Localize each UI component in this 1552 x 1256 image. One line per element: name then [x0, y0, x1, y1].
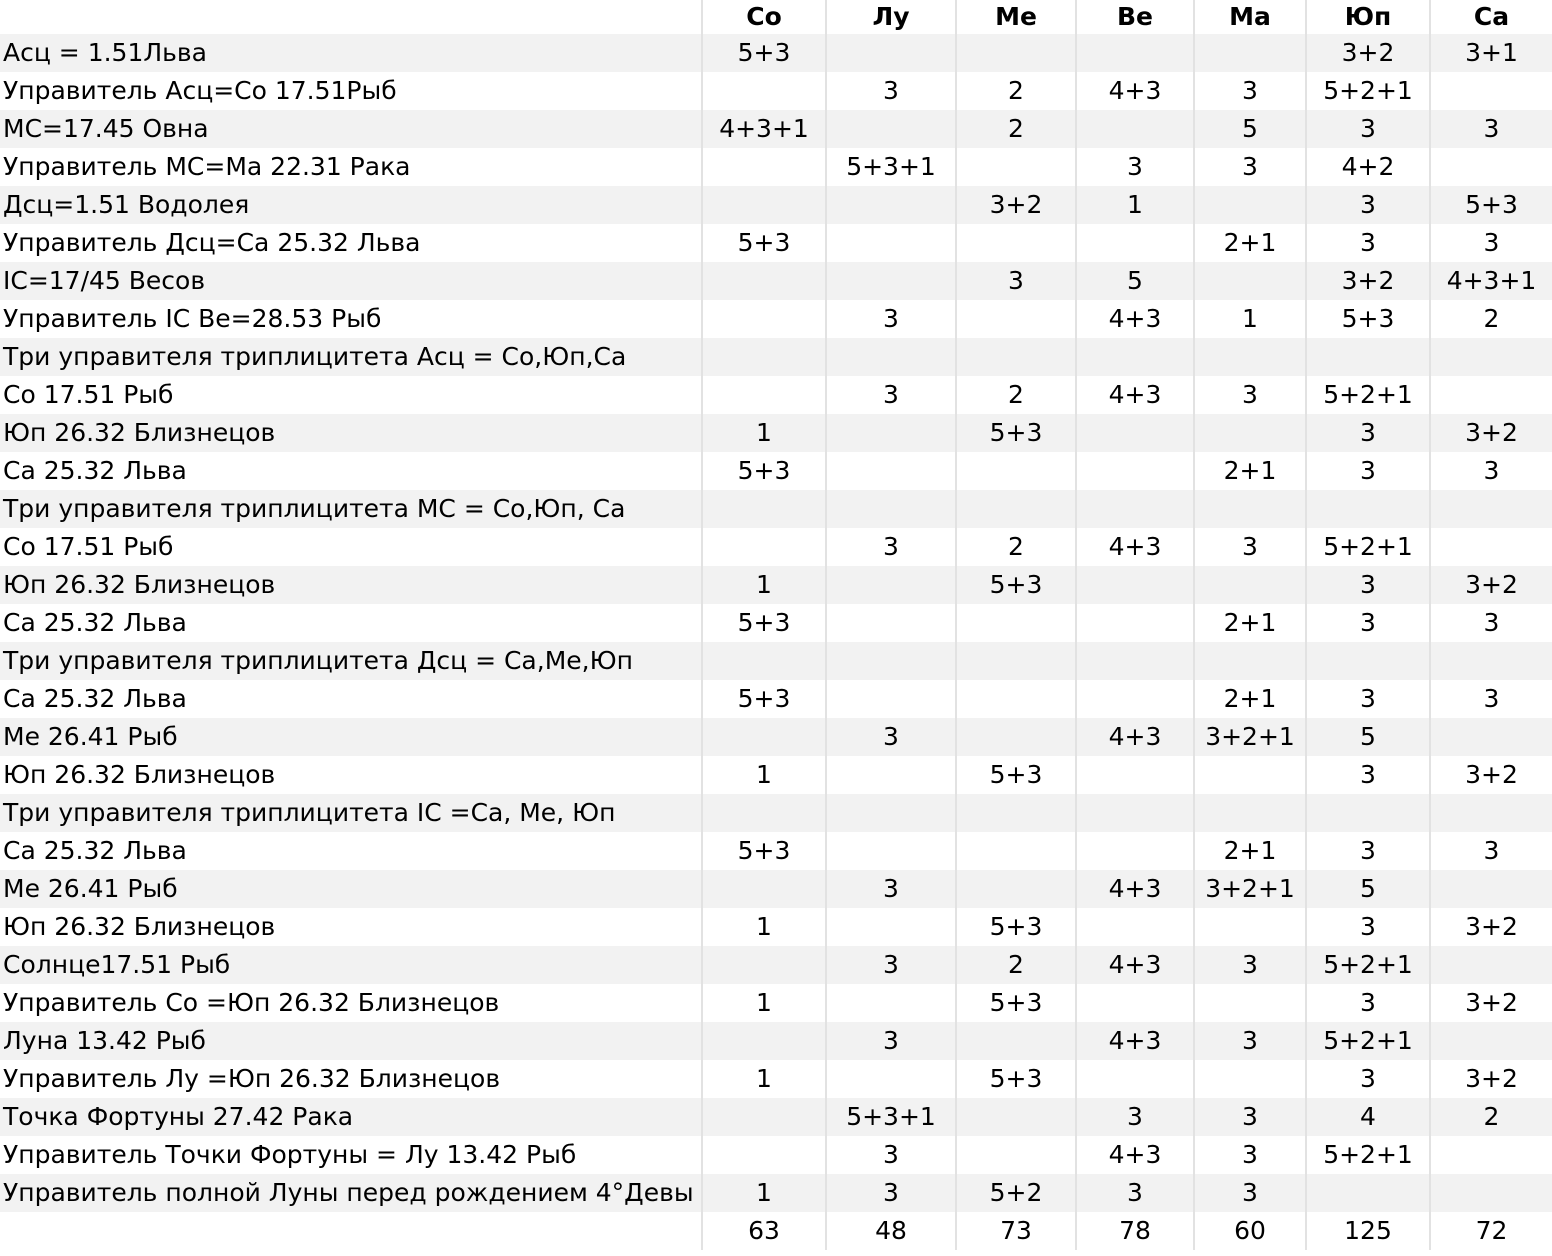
row-label: МС=17.45 Овна — [0, 110, 702, 148]
cell-yup: 5+2+1 — [1306, 946, 1430, 984]
table-row — [0, 870, 1552, 908]
cell-sa — [1430, 718, 1552, 756]
cell-ve: 4+3 — [1076, 300, 1194, 338]
cell-me: 5+3 — [956, 414, 1076, 452]
cell-ma: 3 — [1194, 1136, 1306, 1174]
cell-lu — [826, 414, 956, 452]
cell-so — [702, 1098, 826, 1136]
cell-sa: 3 — [1430, 604, 1552, 642]
cell-me: 5+3 — [956, 984, 1076, 1022]
table-row — [0, 338, 1552, 376]
cell-so: 5+3 — [702, 604, 826, 642]
table-row — [0, 1174, 1552, 1212]
cell-sa — [1430, 338, 1552, 376]
cell-ve: 5 — [1076, 262, 1194, 300]
cell-sa — [1430, 1136, 1552, 1174]
cell-sa: 3+2 — [1430, 414, 1552, 452]
table-row — [0, 1098, 1552, 1136]
cell-lu: 3 — [826, 946, 956, 984]
cell-yup: 5+3 — [1306, 300, 1430, 338]
cell-lu — [826, 224, 956, 262]
row-label: Управитель Асц=Со 17.51Рыб — [0, 72, 702, 110]
cell-ve: 4+3 — [1076, 870, 1194, 908]
cell-lu: 5+3+1 — [826, 1098, 956, 1136]
row-label: Управитель Со =Юп 26.32 Близнецов — [0, 984, 702, 1022]
cell-so — [702, 870, 826, 908]
cell-sa — [1430, 490, 1552, 528]
cell-sa: 2 — [1430, 300, 1552, 338]
row-label: Ме 26.41 Рыб — [0, 870, 702, 908]
row-label: Управитель полной Луны перед рождением 4°Девы — [0, 1174, 702, 1212]
row-label: Са 25.32 Льва — [0, 832, 702, 870]
cell-sa: 4+3+1 — [1430, 262, 1552, 300]
cell-lu — [826, 680, 956, 718]
cell-lu — [826, 908, 956, 946]
cell-yup: 3+2 — [1306, 34, 1430, 72]
cell-yup — [1306, 1174, 1430, 1212]
cell-me: 2 — [956, 110, 1076, 148]
cell-ma: 3 — [1194, 528, 1306, 566]
cell-me: 2 — [956, 946, 1076, 984]
cell-sa — [1430, 794, 1552, 832]
cell-me — [956, 34, 1076, 72]
cell-lu — [826, 1060, 956, 1098]
total-ve: 78 — [1076, 1212, 1194, 1250]
cell-me — [956, 794, 1076, 832]
cell-me — [956, 452, 1076, 490]
cell-so: 1 — [702, 414, 826, 452]
cell-ma — [1194, 34, 1306, 72]
table-row — [0, 1060, 1552, 1098]
cell-ma: 5 — [1194, 110, 1306, 148]
cell-sa: 3+2 — [1430, 756, 1552, 794]
cell-so: 1 — [702, 566, 826, 604]
cell-so — [702, 1136, 826, 1174]
cell-lu: 3 — [826, 72, 956, 110]
cell-yup: 3 — [1306, 680, 1430, 718]
totals-row — [0, 1212, 1552, 1250]
cell-yup: 5 — [1306, 718, 1430, 756]
cell-lu — [826, 984, 956, 1022]
table-row — [0, 794, 1552, 832]
cell-ve — [1076, 338, 1194, 376]
cell-sa: 3 — [1430, 680, 1552, 718]
cell-so: 5+3 — [702, 452, 826, 490]
cell-sa — [1430, 528, 1552, 566]
cell-me — [956, 148, 1076, 186]
row-label: Управитель Лу =Юп 26.32 Близнецов — [0, 1060, 702, 1098]
cell-lu: 3 — [826, 376, 956, 414]
cell-ma: 3 — [1194, 946, 1306, 984]
row-label: Юп 26.32 Близнецов — [0, 566, 702, 604]
cell-me — [956, 1136, 1076, 1174]
cell-ve — [1076, 832, 1194, 870]
cell-yup — [1306, 642, 1430, 680]
row-label: Три управителя триплицитета IC =Са, Ме, Юп — [0, 794, 702, 832]
cell-so — [702, 718, 826, 756]
table-row — [0, 718, 1552, 756]
cell-ma: 3+2+1 — [1194, 718, 1306, 756]
cell-so — [702, 794, 826, 832]
cell-me: 3 — [956, 262, 1076, 300]
cell-ve: 4+3 — [1076, 718, 1194, 756]
cell-me — [956, 490, 1076, 528]
row-label: Точка Фортуны 27.42 Рака — [0, 1098, 702, 1136]
header-row — [0, 0, 1552, 34]
cell-so — [702, 946, 826, 984]
cell-ma: 2+1 — [1194, 452, 1306, 490]
cell-lu: 3 — [826, 718, 956, 756]
cell-sa: 3 — [1430, 224, 1552, 262]
cell-ma: 3 — [1194, 1022, 1306, 1060]
cell-yup: 3 — [1306, 984, 1430, 1022]
cell-sa: 3 — [1430, 452, 1552, 490]
cell-sa: 2 — [1430, 1098, 1552, 1136]
cell-so: 1 — [702, 908, 826, 946]
cell-ma — [1194, 908, 1306, 946]
cell-so: 1 — [702, 1174, 826, 1212]
row-label: Три управителя триплицитета МС = Со,Юп, Са — [0, 490, 702, 528]
cell-sa — [1430, 946, 1552, 984]
cell-ma — [1194, 756, 1306, 794]
table-row — [0, 604, 1552, 642]
cell-so — [702, 528, 826, 566]
row-label: Солнце17.51 Рыб — [0, 946, 702, 984]
cell-me: 2 — [956, 528, 1076, 566]
cell-so — [702, 148, 826, 186]
cell-ve: 3 — [1076, 148, 1194, 186]
cell-ve — [1076, 452, 1194, 490]
cell-lu: 3 — [826, 528, 956, 566]
cell-me: 5+3 — [956, 566, 1076, 604]
column-header-ve: Ве — [1076, 0, 1194, 34]
row-label: Луна 13.42 Рыб — [0, 1022, 702, 1060]
cell-ma — [1194, 490, 1306, 528]
table-row — [0, 1136, 1552, 1174]
cell-yup: 3 — [1306, 110, 1430, 148]
cell-ma: 1 — [1194, 300, 1306, 338]
cell-ve — [1076, 680, 1194, 718]
cell-me — [956, 642, 1076, 680]
cell-me — [956, 224, 1076, 262]
cell-ve — [1076, 34, 1194, 72]
column-header-yup: Юп — [1306, 0, 1430, 34]
cell-ve: 3 — [1076, 1174, 1194, 1212]
row-label: Ме 26.41 Рыб — [0, 718, 702, 756]
row-label: Управитель Дсц=Са 25.32 Льва — [0, 224, 702, 262]
cell-me — [956, 300, 1076, 338]
cell-so: 1 — [702, 756, 826, 794]
column-header-ma: Ма — [1194, 0, 1306, 34]
cell-me: 5+2 — [956, 1174, 1076, 1212]
cell-lu — [826, 262, 956, 300]
cell-ma — [1194, 566, 1306, 604]
cell-lu — [826, 642, 956, 680]
row-label: Юп 26.32 Близнецов — [0, 756, 702, 794]
cell-yup: 3 — [1306, 452, 1430, 490]
table-row — [0, 908, 1552, 946]
cell-me — [956, 338, 1076, 376]
cell-ma: 2+1 — [1194, 224, 1306, 262]
table-row — [0, 224, 1552, 262]
cell-ma: 3 — [1194, 1174, 1306, 1212]
table-row — [0, 262, 1552, 300]
cell-so: 4+3+1 — [702, 110, 826, 148]
table-row — [0, 490, 1552, 528]
cell-sa: 3+2 — [1430, 1060, 1552, 1098]
cell-so — [702, 490, 826, 528]
total-me: 73 — [956, 1212, 1076, 1250]
cell-yup: 3 — [1306, 908, 1430, 946]
cell-lu — [826, 34, 956, 72]
cell-ve: 4+3 — [1076, 946, 1194, 984]
cell-yup: 3 — [1306, 414, 1430, 452]
table-row — [0, 984, 1552, 1022]
cell-lu: 3 — [826, 1174, 956, 1212]
cell-lu: 5+3+1 — [826, 148, 956, 186]
cell-ve: 3 — [1076, 1098, 1194, 1136]
row-label: Со 17.51 Рыб — [0, 528, 702, 566]
table-row — [0, 300, 1552, 338]
row-label: Асц = 1.51Льва — [0, 34, 702, 72]
cell-lu — [826, 110, 956, 148]
total-ma: 60 — [1194, 1212, 1306, 1250]
cell-me — [956, 870, 1076, 908]
table-row — [0, 376, 1552, 414]
cell-ve — [1076, 1060, 1194, 1098]
cell-me — [956, 680, 1076, 718]
cell-ve — [1076, 110, 1194, 148]
cell-ve — [1076, 224, 1194, 262]
cell-ma — [1194, 262, 1306, 300]
cell-lu — [826, 566, 956, 604]
table-row — [0, 642, 1552, 680]
table-row — [0, 148, 1552, 186]
table-row — [0, 1022, 1552, 1060]
cell-me — [956, 718, 1076, 756]
cell-so: 1 — [702, 984, 826, 1022]
cell-ve — [1076, 908, 1194, 946]
cell-me: 2 — [956, 72, 1076, 110]
cell-me: 3+2 — [956, 186, 1076, 224]
cell-ve: 4+3 — [1076, 72, 1194, 110]
cell-yup: 3 — [1306, 1060, 1430, 1098]
cell-lu — [826, 604, 956, 642]
total-so: 63 — [702, 1212, 826, 1250]
cell-ve: 4+3 — [1076, 528, 1194, 566]
cell-me: 2 — [956, 376, 1076, 414]
cell-ve — [1076, 566, 1194, 604]
row-label: Три управителя триплицитета Дсц = Са,Ме,Юп — [0, 642, 702, 680]
cell-ve — [1076, 794, 1194, 832]
cell-so — [702, 72, 826, 110]
cell-so — [702, 1022, 826, 1060]
cell-yup: 3 — [1306, 832, 1430, 870]
cell-ma — [1194, 186, 1306, 224]
cell-lu: 3 — [826, 1136, 956, 1174]
cell-ma: 2+1 — [1194, 604, 1306, 642]
cell-sa: 3+1 — [1430, 34, 1552, 72]
cell-ve — [1076, 490, 1194, 528]
row-label: Дсц=1.51 Водолея — [0, 186, 702, 224]
total-lu: 48 — [826, 1212, 956, 1250]
cell-sa: 3 — [1430, 832, 1552, 870]
cell-ve — [1076, 756, 1194, 794]
cell-yup: 5+2+1 — [1306, 1022, 1430, 1060]
cell-ve — [1076, 414, 1194, 452]
cell-ma: 3 — [1194, 1098, 1306, 1136]
cell-yup: 3 — [1306, 604, 1430, 642]
cell-ma — [1194, 414, 1306, 452]
cell-sa — [1430, 148, 1552, 186]
cell-sa — [1430, 870, 1552, 908]
table-row — [0, 186, 1552, 224]
table-row — [0, 756, 1552, 794]
table-row — [0, 566, 1552, 604]
cell-ma — [1194, 794, 1306, 832]
table-row — [0, 680, 1552, 718]
row-label: IC=17/45 Весов — [0, 262, 702, 300]
cell-yup: 5+2+1 — [1306, 1136, 1430, 1174]
cell-lu: 3 — [826, 300, 956, 338]
cell-so — [702, 338, 826, 376]
row-label: Са 25.32 Льва — [0, 680, 702, 718]
cell-ma: 2+1 — [1194, 680, 1306, 718]
row-label: Три управителя триплицитета Асц = Со,Юп,Са — [0, 338, 702, 376]
cell-lu — [826, 338, 956, 376]
cell-lu — [826, 452, 956, 490]
cell-so: 5+3 — [702, 680, 826, 718]
cell-me: 5+3 — [956, 908, 1076, 946]
cell-so — [702, 186, 826, 224]
cell-ve: 4+3 — [1076, 1022, 1194, 1060]
cell-sa: 3+2 — [1430, 908, 1552, 946]
cell-so — [702, 300, 826, 338]
cell-sa: 3+2 — [1430, 984, 1552, 1022]
cell-sa — [1430, 642, 1552, 680]
totals-label-cell — [0, 1212, 702, 1250]
total-yup: 125 — [1306, 1212, 1430, 1250]
header-label-cell — [0, 0, 702, 34]
cell-lu — [826, 832, 956, 870]
cell-so: 5+3 — [702, 832, 826, 870]
cell-ma: 2+1 — [1194, 832, 1306, 870]
cell-sa: 3 — [1430, 110, 1552, 148]
cell-lu: 3 — [826, 1022, 956, 1060]
row-label: Са 25.32 Льва — [0, 452, 702, 490]
row-label: Юп 26.32 Близнецов — [0, 908, 702, 946]
table-row — [0, 946, 1552, 984]
cell-me: 5+3 — [956, 1060, 1076, 1098]
cell-yup: 4+2 — [1306, 148, 1430, 186]
cell-ve — [1076, 984, 1194, 1022]
column-header-sa: Са — [1430, 0, 1552, 34]
cell-sa: 5+3 — [1430, 186, 1552, 224]
table-row — [0, 72, 1552, 110]
cell-yup: 3 — [1306, 224, 1430, 262]
column-header-lu: Лу — [826, 0, 956, 34]
cell-so — [702, 262, 826, 300]
row-label: Управитель IC Ве=28.53 Рыб — [0, 300, 702, 338]
table-row — [0, 832, 1552, 870]
row-label: Управитель МС=Ма 22.31 Рака — [0, 148, 702, 186]
cell-sa — [1430, 376, 1552, 414]
cell-ve: 1 — [1076, 186, 1194, 224]
cell-ma: 3 — [1194, 376, 1306, 414]
cell-yup: 3 — [1306, 186, 1430, 224]
cell-ma: 3 — [1194, 72, 1306, 110]
cell-so: 1 — [702, 1060, 826, 1098]
cell-ve — [1076, 604, 1194, 642]
cell-lu — [826, 490, 956, 528]
cell-yup — [1306, 794, 1430, 832]
cell-ma — [1194, 1060, 1306, 1098]
cell-ve: 4+3 — [1076, 1136, 1194, 1174]
cell-ve: 4+3 — [1076, 376, 1194, 414]
cell-me — [956, 604, 1076, 642]
cell-sa — [1430, 72, 1552, 110]
cell-yup: 3+2 — [1306, 262, 1430, 300]
table-row — [0, 414, 1552, 452]
cell-yup — [1306, 338, 1430, 376]
cell-yup: 3 — [1306, 566, 1430, 604]
row-label: Са 25.32 Льва — [0, 604, 702, 642]
table-row — [0, 452, 1552, 490]
table-row — [0, 34, 1552, 72]
cell-me — [956, 1098, 1076, 1136]
cell-sa — [1430, 1022, 1552, 1060]
row-label: Со 17.51 Рыб — [0, 376, 702, 414]
cell-yup: 5+2+1 — [1306, 528, 1430, 566]
cell-so — [702, 376, 826, 414]
cell-ma — [1194, 338, 1306, 376]
table-body — [0, 34, 1552, 1250]
column-header-me: Ме — [956, 0, 1076, 34]
cell-ma: 3 — [1194, 148, 1306, 186]
cell-lu: 3 — [826, 870, 956, 908]
cell-yup: 5 — [1306, 870, 1430, 908]
cell-yup — [1306, 490, 1430, 528]
cell-so: 5+3 — [702, 34, 826, 72]
cell-so: 5+3 — [702, 224, 826, 262]
cell-me — [956, 832, 1076, 870]
cell-yup: 5+2+1 — [1306, 72, 1430, 110]
table-row — [0, 110, 1552, 148]
cell-lu — [826, 186, 956, 224]
cell-ma: 3+2+1 — [1194, 870, 1306, 908]
cell-lu — [826, 794, 956, 832]
total-sa: 72 — [1430, 1212, 1552, 1250]
cell-sa: 3+2 — [1430, 566, 1552, 604]
cell-lu — [826, 756, 956, 794]
cell-yup: 3 — [1306, 756, 1430, 794]
table-row — [0, 528, 1552, 566]
cell-yup: 5+2+1 — [1306, 376, 1430, 414]
cell-so — [702, 642, 826, 680]
cell-yup: 4 — [1306, 1098, 1430, 1136]
cell-me: 5+3 — [956, 756, 1076, 794]
cell-me — [956, 1022, 1076, 1060]
cell-ma — [1194, 984, 1306, 1022]
cell-ve — [1076, 642, 1194, 680]
cell-ma — [1194, 642, 1306, 680]
cell-sa — [1430, 1174, 1552, 1212]
row-label: Управитель Точки Фортуны = Лу 13.42 Рыб — [0, 1136, 702, 1174]
column-header-so: Со — [702, 0, 826, 34]
row-label: Юп 26.32 Близнецов — [0, 414, 702, 452]
